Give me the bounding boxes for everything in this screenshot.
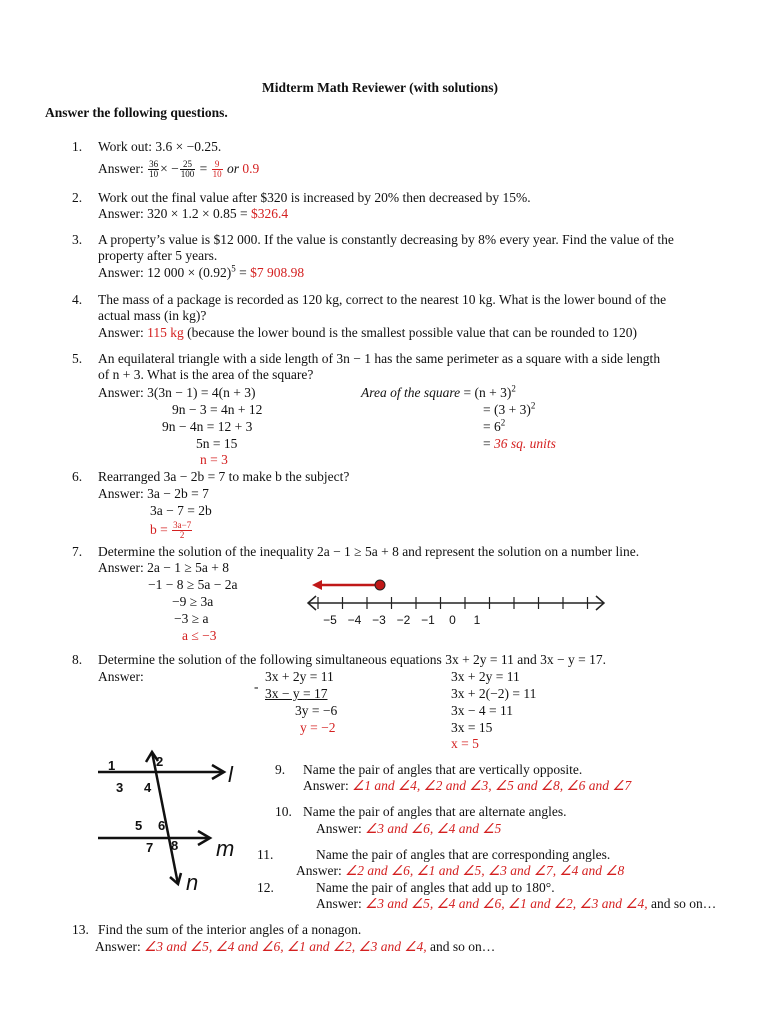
answer-6: Answer: 3a − 2b = 7 (98, 486, 209, 501)
answer-10: Answer: ∠3 and ∠6, ∠4 and ∠5 (316, 821, 502, 836)
instruction-heading: Answer the following questions. (45, 105, 228, 120)
parallel-lines-diagram (82, 744, 262, 900)
angle-label-5: 5 (135, 818, 143, 833)
answer-4: Answer: 115 kg (because the lower bound is the smallest possible value that can be rounded to 120) (98, 325, 638, 340)
page-title: Midterm Math Reviewer (with solutions) (262, 80, 498, 95)
angle-label-8: 8 (171, 838, 179, 853)
number-line-label: −5 (323, 613, 337, 627)
number-line-label: 0 (449, 613, 456, 627)
angle-label-7: 7 (146, 840, 154, 855)
answer-13: Answer: ∠3 and ∠5, ∠4 and ∠6, ∠1 and ∠2, ∠3 and ∠4, and so on… (95, 939, 496, 954)
answer-8: Answer: (98, 669, 144, 684)
number-line (300, 574, 612, 630)
area-working: Area of the square = $(n + 3)^2$ (361, 383, 516, 400)
answer-2: Answer: 320 × 1.2 × 0.85 = $326.4 (98, 206, 289, 221)
number-line-label: 1 (473, 613, 481, 627)
answer-7: Answer: 2a − 1 ≥ 5a + 8 (98, 560, 229, 575)
solution-endpoint (375, 580, 385, 590)
answer-12: Answer: ∠3 and ∠5, ∠4 and ∠6, ∠1 and ∠2, ∠3 and ∠4, and so on… (316, 896, 717, 911)
angle-label-6: 6 (158, 818, 166, 833)
angle-label-1: 1 (108, 758, 116, 773)
answer-9: Answer: ∠1 and ∠4, ∠2 and ∠3, ∠5 and ∠8, ∠6 and ∠7 (303, 778, 632, 793)
line-label-n: n (186, 870, 199, 895)
answer-3: Answer: 12 $000 \times (0.92)^5$ = $7 908.98 (98, 263, 305, 280)
number-line-label: −1 (421, 613, 435, 627)
number-line-label: −4 (347, 613, 362, 627)
answer-1: Answer: $\frac{36}{10}$ × − $\frac{25}{100}$ = $\frac{9}{10}$ or 0.9 (98, 159, 260, 180)
angle-label-2: 2 (156, 754, 164, 769)
number-line-label: −3 (372, 613, 386, 627)
number-line-label: −2 (396, 613, 411, 627)
line-label-m: m (216, 836, 235, 861)
solution-arrowhead (312, 580, 322, 590)
angle-label-3: 3 (116, 780, 124, 795)
angle-label-4: 4 (144, 780, 152, 795)
answer-5: Answer: 3(3n − 1) = 4(n + 3) (98, 385, 256, 400)
line-label-l: l (228, 762, 233, 787)
answer-11: Answer: ∠2 and ∠6, ∠1 and ∠5, ∠3 and ∠7, ∠4 and ∠8 (296, 863, 625, 878)
